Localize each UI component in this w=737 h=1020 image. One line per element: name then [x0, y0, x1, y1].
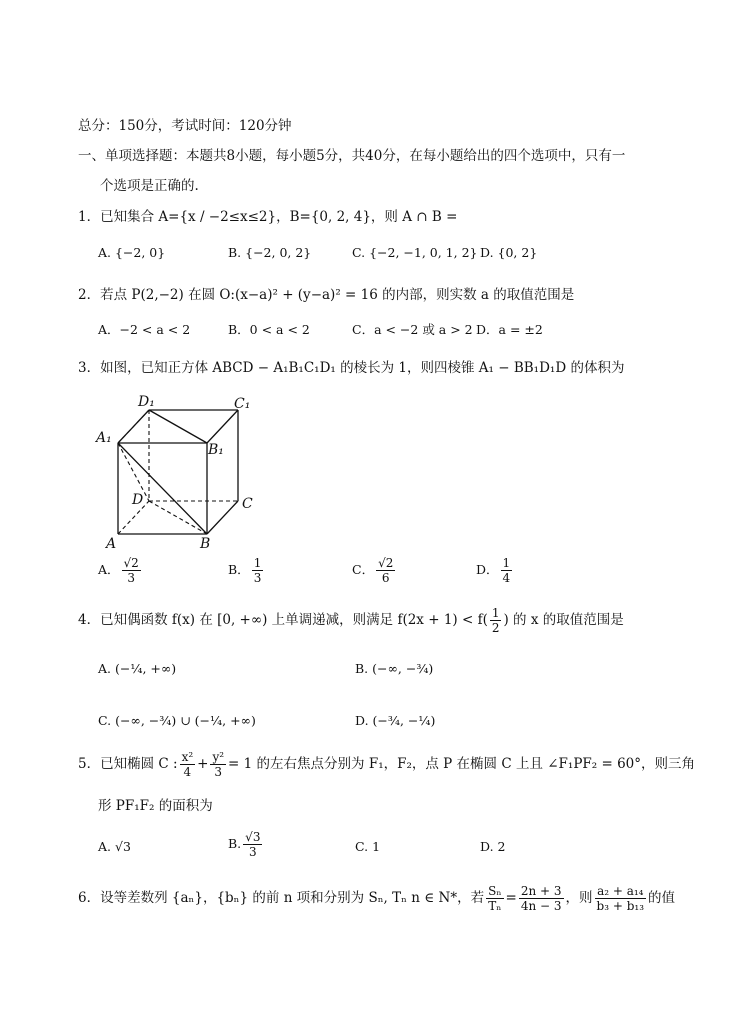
q3-option-d: D． $\frac{1}{4}$	[476, 556, 511, 585]
q5-option-b: B. $\frac{√3}{3}$	[228, 830, 261, 859]
q4-option-a: A. (−¼, +∞)	[98, 661, 177, 676]
q1-option-c: C. {−2, −1, 0, 1, 2}	[352, 245, 478, 260]
label-a1: A₁	[96, 430, 112, 446]
q4-stem-frac: $\frac{1}{2}$	[491, 606, 500, 635]
q2-option-b: B．0 < a < 2	[228, 322, 310, 337]
q1-option-b: B. {−2, 0, 2}	[228, 245, 312, 260]
label-a: A	[106, 536, 117, 552]
label-d: D	[132, 492, 144, 508]
section-title: 一、单项选择题：本题共8小题，每小题5分，共40分，在每小题给出的四个选项中，只有一	[78, 148, 626, 164]
label-b: B	[200, 536, 211, 552]
q4-number: 4．	[78, 612, 101, 628]
q4-option-d: D. (−¾, −¼)	[355, 713, 436, 728]
q3-number: 3．	[78, 360, 101, 376]
q3-stem	[78, 358, 624, 378]
q5-stem-cont: 形 PF₁F₂ 的面积为	[98, 798, 213, 814]
q4-stem: 4．已知偶函数 f(x) 在 [0, +∞) 上单调递减，则满足 f(2x + 1) < f( $\frac{1}{2}$ ) 的 x 的取值范围是	[78, 606, 624, 635]
label-b1: B₁	[208, 442, 224, 458]
cube-figure	[92, 388, 272, 553]
q6-number: 6．	[78, 890, 101, 906]
section-title-cont: 个选项是正确的.	[100, 178, 199, 194]
q3-option-a: A． $\frac{√2}{3}$	[98, 556, 139, 585]
label-c1: C₁	[234, 396, 251, 412]
q3-option-b: B． $\frac{1}{3}$	[228, 556, 262, 585]
q2-option-d: D．a = ±2	[476, 322, 543, 337]
q5-option-a: A. √3	[98, 839, 131, 854]
q2-number: 2．	[78, 287, 101, 303]
q3-d-frac: $\frac{1}{4}$	[502, 556, 511, 585]
q1-option-a: A. {−2, 0}	[98, 245, 166, 260]
q2-stem	[78, 285, 574, 305]
label-c: C	[242, 496, 253, 512]
q5-frac-y: $\frac{\text{y²}}{3}$	[212, 750, 225, 779]
q2-text: 若点 P(2,−2) 在圆 O:(x−a)² + (y−a)² = 16 的内部，则实数 a 的取值范围是	[100, 287, 575, 303]
q5-frac-x: $\frac{\text{x²}}{4}$	[181, 750, 194, 779]
q1-option-d: D. {0, 2}	[480, 245, 538, 260]
q6-frac-ratio: $\frac{2n + 3}{4n - 3}$	[520, 884, 562, 913]
q6-stem: 6．设等差数列 {aₙ}，{bₙ} 的前 n 项和分别为 Sₙ, Tₙ n ∈ N*，若 $\frac{\text{Sₙ}}{\text{Tₙ}}$ = $\frac{2n + 3}{4n - 3}$ ，则 $\frac{\text{a₂ + a₁₄}}{\text{b₃ + b₁₃}}$ 的值	[78, 884, 676, 913]
q6-frac-st: $\frac{\text{Sₙ}}{\text{Tₙ}}$	[488, 884, 502, 913]
q5-number: 5．	[78, 756, 101, 772]
label-d1: D₁	[138, 394, 155, 410]
q4-option-b: B. (−∞, −¾)	[355, 661, 434, 676]
q1-number: 1．	[78, 209, 101, 225]
q3-c-frac: $\frac{√2}{6}$	[378, 556, 394, 585]
q5-option-c: C. 1	[355, 839, 381, 854]
q6-frac-ab: $\frac{\text{a₂ + a₁₄}}{\text{b₃ + b₁₃}}$	[596, 884, 645, 913]
q2-option-a: A．−2 < a < 2	[98, 322, 191, 337]
q3-text: 如图，已知正方体 ABCD − A₁B₁C₁D₁ 的棱长为 1，则四棱锥 A₁ − BB₁D₁D 的体积为	[100, 360, 625, 376]
q3-b-frac: $\frac{1}{3}$	[253, 556, 262, 585]
q1-text: 已知集合 A={x / −2≤x≤2}，B={0, 2, 4}，则 A ∩ B =	[100, 209, 458, 225]
q5-stem: 5．已知椭圆 C : $\frac{\text{x²}}{4}$ + $\frac{\text{y²}}{3}$ = 1 的左右焦点分别为 F₁，F₂，点 P 在椭圆 C 上且 ∠F₁PF₂ = 60°，则三角	[78, 750, 696, 779]
q5-option-d: D. 2	[480, 839, 506, 854]
q5-b-frac: $\frac{√3}{3}$	[245, 830, 261, 859]
q3-option-c: C． $\frac{√2}{6}$	[352, 556, 394, 585]
exam-header: 总分：150分，考试时间：120分钟	[78, 118, 292, 134]
q3-a-frac: $\frac{√2}{3}$	[123, 556, 139, 585]
q2-option-c: C．a < −2 或 a > 2	[352, 322, 473, 337]
q1-stem	[78, 207, 457, 227]
q4-option-c: C. (−∞, −¾) ∪ (−¼, +∞)	[98, 713, 256, 728]
